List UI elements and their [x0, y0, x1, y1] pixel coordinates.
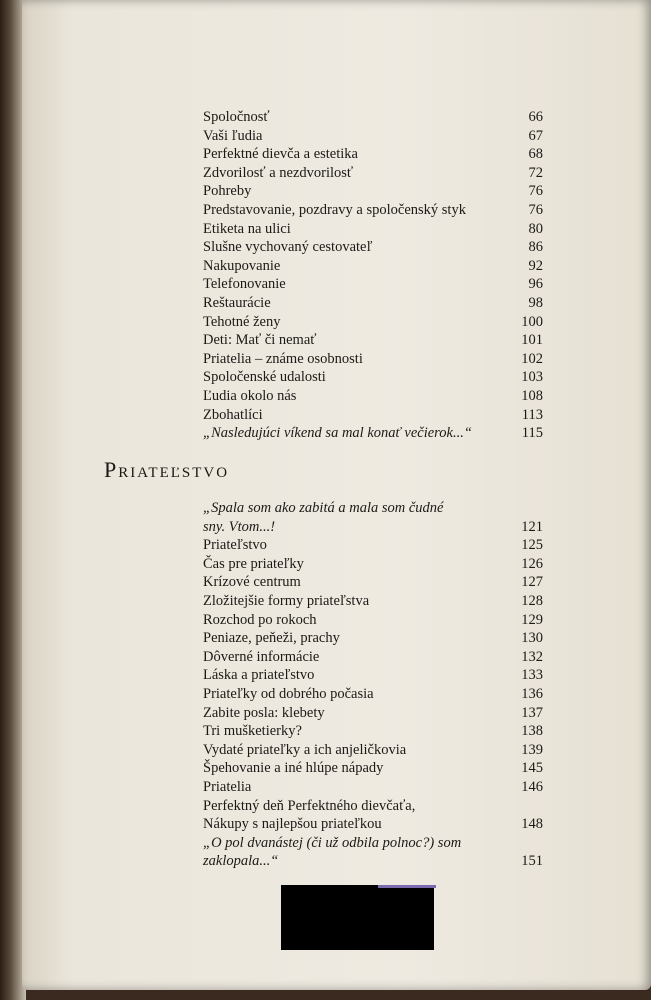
toc-entry-page: 146: [521, 778, 543, 795]
toc-entry: [203, 424, 543, 443]
toc-entry-page: 145: [521, 760, 543, 777]
toc-entry-title: Špehovanie a iné hlúpe nápady: [203, 760, 384, 777]
toc-entry-page: 68: [528, 146, 543, 163]
toc-entry-page: 137: [521, 704, 543, 721]
toc-entry-title: Deti: Mať či nemať: [203, 332, 317, 349]
toc-entry: [203, 629, 543, 648]
toc-entry: [203, 350, 543, 369]
toc-entry: [203, 834, 543, 853]
toc-entry-page: 98: [528, 294, 543, 311]
toc-entry-title: Zabite posla: klebety: [203, 704, 325, 721]
toc-entry: [203, 331, 543, 350]
toc-entry-page: 76: [528, 183, 543, 200]
toc-entry-page: 108: [521, 387, 543, 404]
toc-entry-page: 102: [521, 350, 543, 367]
toc-entry: [203, 685, 543, 704]
section-heading: Priateľstvo: [104, 457, 230, 482]
toc-entry-title: Priatelia: [203, 778, 252, 795]
toc-entry-page: 92: [528, 257, 543, 274]
toc-entry-page: 138: [521, 723, 543, 740]
toc-entry-page: 100: [521, 313, 543, 330]
toc-entry: [203, 145, 543, 164]
toc-entry-title: Ľudia okolo nás: [203, 387, 297, 404]
toc-entry: [203, 815, 543, 834]
toc-entry-page: 132: [521, 648, 543, 665]
toc-entry-title: Nákupy s najlepšou priateľkou: [203, 816, 382, 833]
toc-entry-title: Dôverné informácie: [203, 648, 320, 665]
toc-entry-title: Spoločenské udalosti: [203, 369, 326, 386]
toc-entry-title: Spoločnosť: [203, 109, 270, 125]
toc-entry-title: Etiketa na ulici: [203, 220, 291, 237]
toc-entry-title: Telefonovanie: [203, 276, 286, 293]
toc-entry: [203, 127, 543, 146]
toc-entry-title: Pohreby: [203, 183, 252, 200]
toc-entry-title: Perfektný deň Perfektného dievčaťa,: [203, 797, 416, 814]
toc-entry: [203, 406, 543, 425]
toc-entry-title: Priateľstvo: [203, 537, 267, 554]
toc-entry-title: Peniaze, peňeži, prachy: [203, 630, 340, 647]
toc-entry: [203, 368, 543, 387]
toc-entry-page: 126: [521, 555, 543, 572]
toc-entry: [203, 741, 543, 760]
toc-entry-title: Vaši ľudia: [203, 127, 263, 144]
toc-entry: [203, 108, 543, 127]
toc-entry-title: Vydaté priateľky a ich anjeličkovia: [203, 741, 407, 758]
toc-entry: [203, 592, 543, 611]
toc-entry-title: Perfektné dievča a estetika: [203, 146, 358, 163]
toc-section-2: [203, 499, 543, 871]
toc-entry-page: 96: [528, 276, 543, 293]
toc-entry-title: Čas pre priateľky: [203, 555, 304, 572]
toc-entry-title: „Spala som ako zabitá a mala som čudné: [203, 500, 444, 516]
toc-entry: [203, 294, 543, 313]
toc-entry-page: 125: [521, 537, 543, 554]
toc-entry: [203, 257, 543, 276]
toc-entry: [203, 666, 543, 685]
toc-entry-title: sny. Vtom...!: [203, 518, 276, 535]
toc-entry-page: 76: [528, 201, 543, 218]
toc-entry-page: 136: [521, 685, 543, 702]
toc-entry-title: Priateľky od dobrého počasia: [203, 685, 374, 702]
toc-entry: [203, 275, 543, 294]
toc-entry-page: 72: [528, 164, 543, 181]
toc-entry: [203, 852, 543, 871]
toc-entry-page: 86: [528, 239, 543, 256]
toc-entry: [203, 778, 543, 797]
toc-entry-title: Priatelia – známe osobnosti: [203, 350, 363, 367]
toc-entry-page: 113: [521, 406, 543, 423]
toc-entry: [203, 499, 543, 518]
toc-entry: [203, 797, 543, 816]
toc-entry-title: „O pol dvanástej (či už odbila polnoc?) som: [203, 834, 462, 851]
toc-entry: [203, 704, 543, 723]
toc-section-1: [203, 108, 543, 443]
toc-entry: [203, 573, 543, 592]
toc-entry-page: 103: [521, 369, 543, 386]
toc-entry-title: Rozchod po rokoch: [203, 611, 317, 628]
toc-entry-page: 130: [521, 630, 543, 647]
toc-entry-title: Tri mušketierky?: [203, 723, 302, 740]
toc-entry-title: Reštaurácie: [203, 294, 271, 311]
toc-entry-title: Zbohatlíci: [203, 406, 263, 423]
toc-entry-page: 128: [521, 592, 543, 609]
toc-entry-page: 101: [521, 332, 543, 349]
toc-entry: [203, 722, 543, 741]
toc-entry-title: Slušne vychovaný cestovateľ: [203, 239, 373, 256]
redaction-sticker-edge: [378, 885, 436, 888]
toc-entry-page: 129: [521, 611, 543, 628]
toc-entry-page: 80: [528, 220, 543, 237]
toc-entry-page: 127: [521, 574, 543, 591]
toc-entry-page: 66: [528, 109, 543, 125]
toc-entry-page: 115: [521, 425, 543, 442]
toc-entry: [203, 759, 543, 778]
toc-entry: [203, 555, 543, 574]
toc-entry-title: Zložitejšie formy priateľstva: [203, 592, 370, 609]
toc-entry-page: 67: [528, 127, 543, 144]
toc-entry-page: 139: [521, 741, 543, 758]
toc-entry: [203, 238, 543, 257]
toc-entry-page: 148: [521, 816, 543, 833]
toc-entry-title: Nakupovanie: [203, 257, 281, 274]
toc-entry: [203, 201, 543, 220]
toc-entry: [203, 387, 543, 406]
toc-entry-title: Láska a priateľstvo: [203, 667, 315, 684]
toc-entry-title: Predstavovanie, pozdravy a spoločenský styk: [203, 201, 466, 218]
toc-entry: [203, 164, 543, 183]
toc-entry: [203, 648, 543, 667]
toc-entry-page: 151: [521, 853, 543, 870]
toc-entry: [203, 220, 543, 239]
toc-entry-page: 121: [521, 518, 543, 535]
toc-entry: [203, 536, 543, 555]
toc-entry-page: 133: [521, 667, 543, 684]
toc-entry: [203, 313, 543, 332]
toc-entry: [203, 611, 543, 630]
toc-entry-title: zaklopala...“: [203, 853, 279, 870]
toc-entry: [203, 518, 543, 537]
toc-entry-title: „Nasledujúci víkend sa mal konať večierok...“: [203, 425, 472, 442]
toc-entry-title: Krízové centrum: [203, 574, 301, 591]
toc-entry-title: Tehotné ženy: [203, 313, 281, 330]
toc-entry: [203, 182, 543, 201]
toc-entry-title: Zdvorilosť a nezdvorilosť: [203, 164, 354, 181]
redaction-box: [281, 885, 434, 950]
